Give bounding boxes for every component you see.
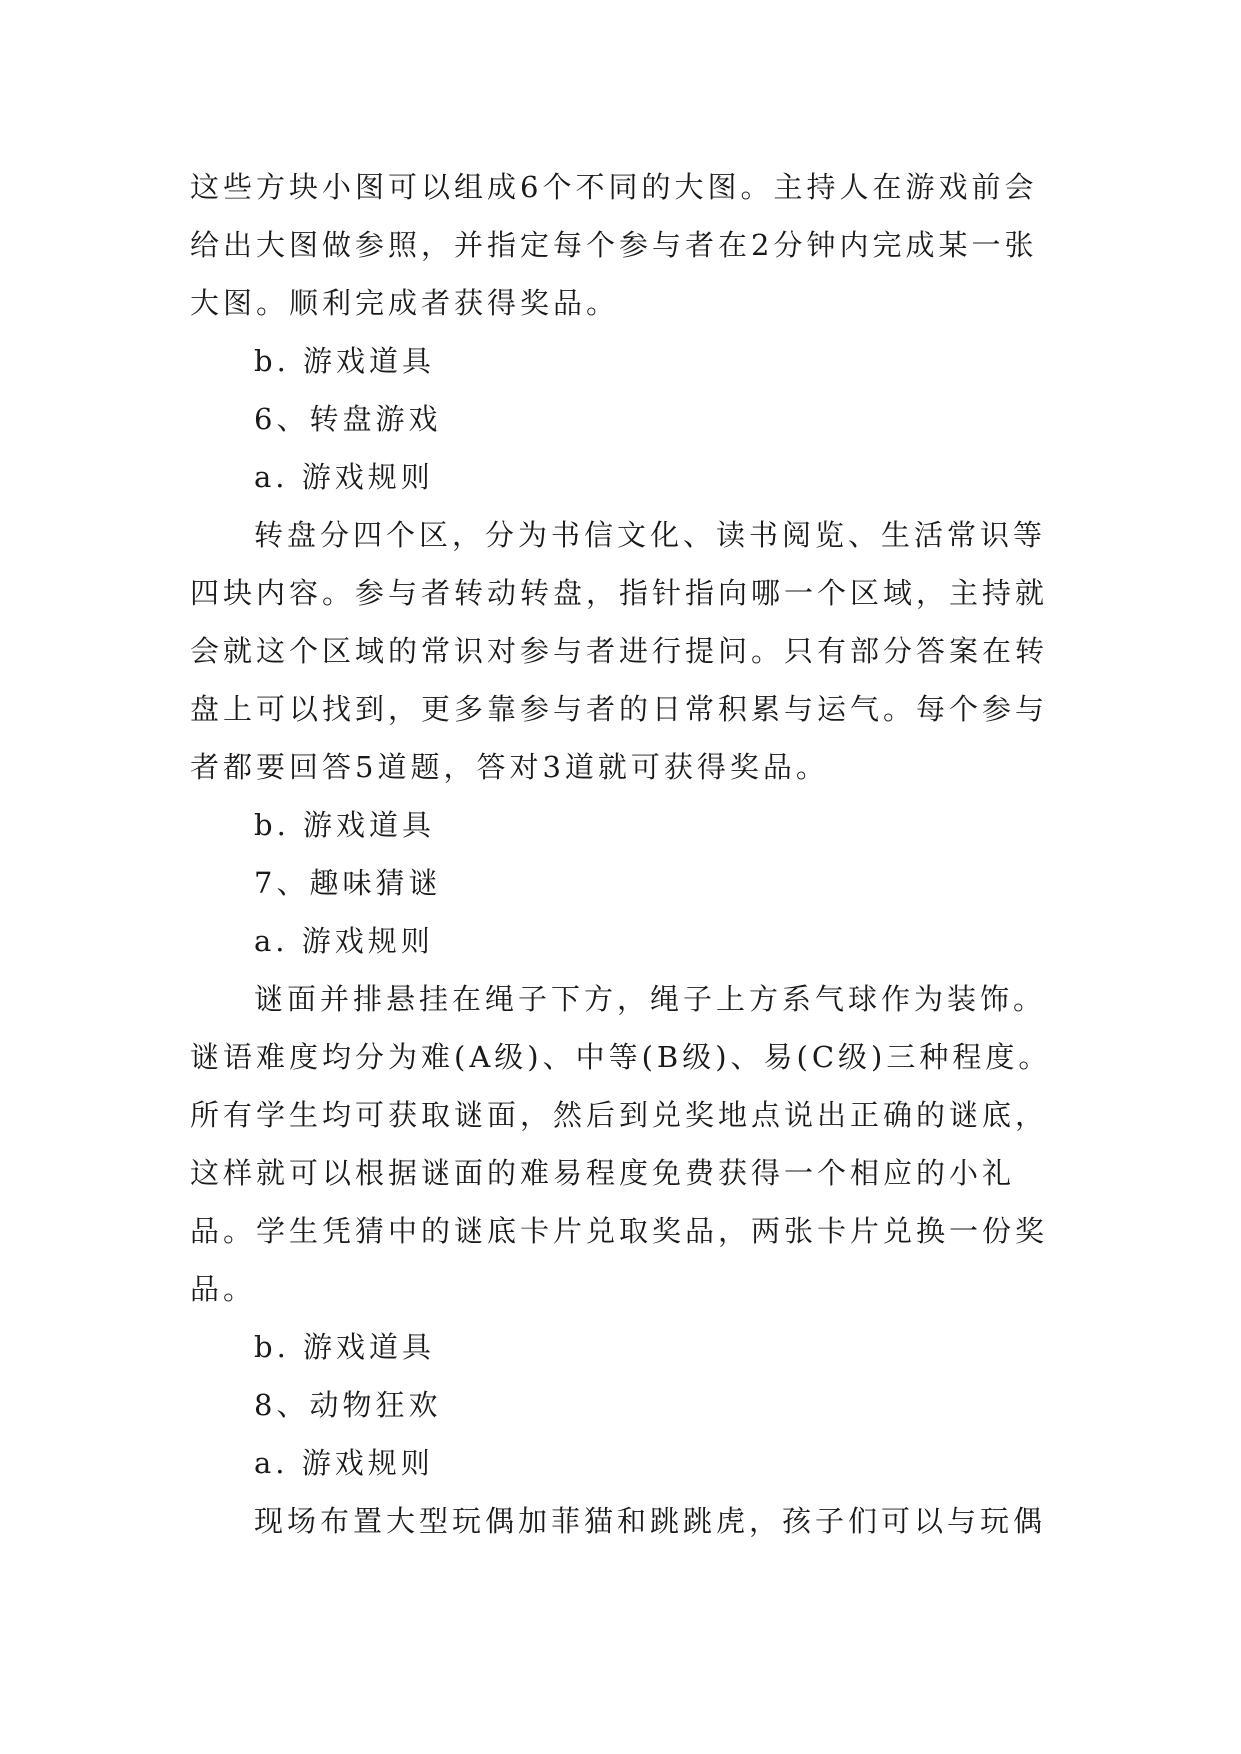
document-body: [190, 158, 1056, 1550]
section-heading-riddle-game: 7、趣味猜谜: [254, 866, 442, 900]
paragraph-animal-carnival-rules: 现场布置大型玩偶加菲猫和跳跳虎，孩子们可以与玩偶: [254, 1504, 1047, 1538]
section-heading-animal-carnival: 8、动物狂欢: [254, 1388, 442, 1422]
paragraph-rules-heading: a. 游戏规则: [254, 924, 434, 958]
paragraph-rules-heading: a. 游戏规则: [254, 1446, 434, 1480]
paragraph-props-heading: b. 游戏道具: [254, 1330, 436, 1364]
section-heading-spinner-game: 6、转盘游戏: [254, 402, 442, 436]
paragraph-rules-heading: a. 游戏规则: [254, 460, 434, 494]
paragraph-spinner-rules: 转盘分四个区，分为书信文化、读书阅览、生活常识等四块内容。参与者转动转盘，指针指向哪一个区域，主持就会就这个区域的常识对参与者进行提问。只有部分答案在转盘上可以找到，更多靠参与者的日常积累与运气。每个参与者都要回答5道题，答对3道就可获得奖品。: [190, 518, 1049, 784]
paragraph-puzzle-rules: 这些方块小图可以组成6个不同的大图。主持人在游戏前会给出大图做参照，并指定每个参与者在2分钟内完成某一张大图。顺利完成者获得奖品。: [190, 170, 1038, 320]
paragraph-props-heading: b. 游戏道具: [254, 344, 436, 378]
paragraph-riddle-rules: 谜面并排悬挂在绳子下方，绳子上方系气球作为装饰。谜语难度均分为难(A级)、中等(B级)、易(C级)三种程度。所有学生均可获取谜面，然后到兑奖地点说出正确的谜底，这样就可以根据谜面的难易程度免费获得一个相应的小礼品。学生凭猜中的谜底卡片兑取奖品，两张卡片兑换一份奖品。: [190, 982, 1052, 1306]
paragraph-props-heading: b. 游戏道具: [254, 808, 436, 842]
